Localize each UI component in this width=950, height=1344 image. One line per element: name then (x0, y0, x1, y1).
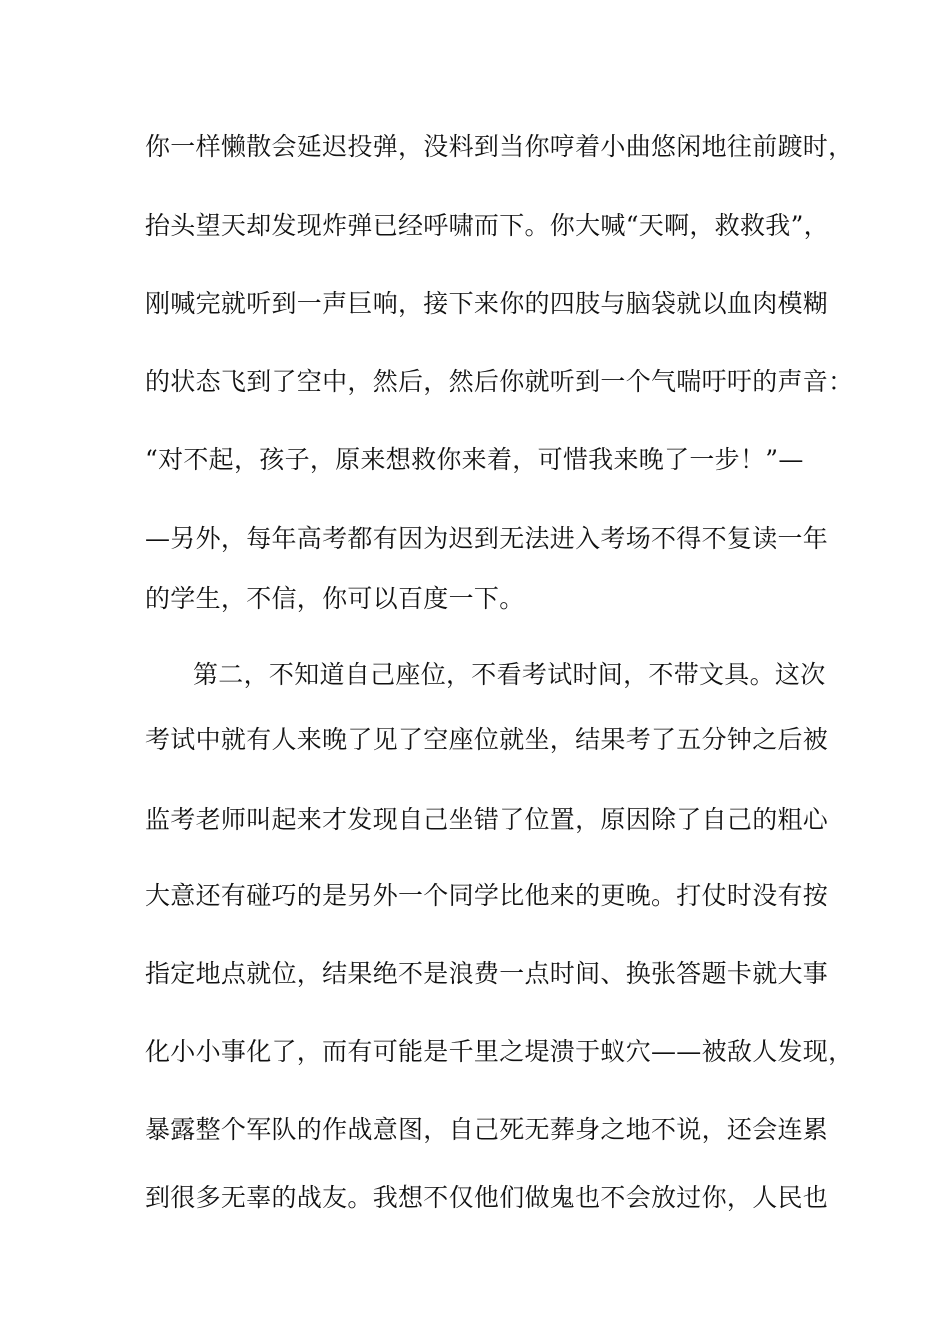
text-line-13: 化小小事化了，而有可能是千里之堤溃于蚁穴——被敌人发现， (145, 1037, 854, 1066)
text-line-3: 刚喊完就听到一声巨响，接下来你的四肢与脑袋就以血肉模糊 (145, 289, 829, 318)
paragraph-start-line: 第二，不知道自己座位，不看考试时间，不带文具。这次 (193, 660, 826, 689)
text-line-4: 的状态飞到了空中，然后，然后你就听到一个气喘吁吁的声音： (145, 367, 854, 396)
text-line-6: —另外，每年高考都有因为迟到无法进入考场不得不复读一年 (145, 524, 829, 553)
text-line-9: 考试中就有人来晚了见了空座位就坐，结果考了五分钟之后被 (145, 725, 829, 754)
text-line-11: 大意还有碰巧的是另外一个同学比他来的更晚。打仗时没有按 (145, 881, 829, 910)
text-line-7: 的学生，不信，你可以百度一下。 (145, 584, 525, 613)
text-line-10: 监考老师叫起来才发现自己坐错了位置，原因除了自己的粗心 (145, 805, 829, 834)
text-line-12: 指定地点就位，结果绝不是浪费一点时间、换张答题卡就大事 (145, 959, 829, 988)
text-line-1: 你一样懒散会延迟投弹，没料到当你哼着小曲悠闲地往前踱时， (145, 132, 854, 161)
text-line-2: 抬头望天却发现炸弹已经呼啸而下。你大喊“天啊，救救我”， (145, 211, 829, 240)
text-line-15: 到很多无辜的战友。我想不仅他们做鬼也不会放过你，人民也 (145, 1183, 829, 1212)
text-line-14: 暴露整个军队的作战意图，自己死无葬身之地不说，还会连累 (145, 1115, 829, 1144)
text-line-5: “对不起，孩子，原来想救你来着，可惜我来晚了一步！”— (145, 445, 804, 474)
